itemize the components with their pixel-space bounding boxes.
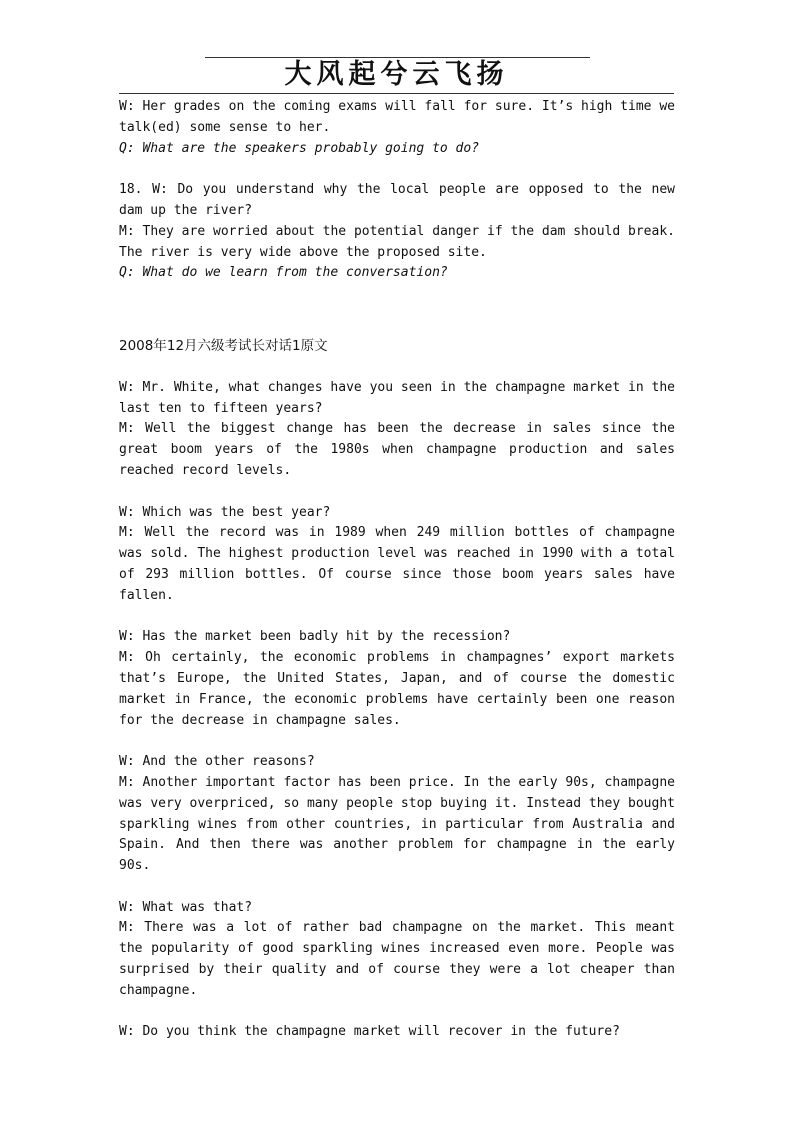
page-header <box>119 52 674 96</box>
dialogue-woman-line: W: Mr. White, what changes have you seen in the champagne market in the last ten to fifteen years? <box>119 379 675 416</box>
dialogue-exchange <box>119 752 675 877</box>
item18-man-line: M: They are worried about the potential danger if the dam should break. The river is very wide above the proposed site. <box>119 223 675 260</box>
paragraph-spacer <box>119 482 675 503</box>
dialogue-woman-line: W: Which was the best year? <box>119 504 331 520</box>
dialogue-woman-line: W: Has the market been badly hit by the recession? <box>119 629 511 645</box>
dialogue-man-line: M: Well the record was in 1989 when 249 million bottles of champagne was sold. The highest production level was reached in 1990 with a total of 293 million bottles. Of course since those boom years sales have fallen. <box>119 525 675 603</box>
dialogue-man-line: M: Another important factor has been price. In the early 90s, champagne was very overpriced, so many people stop buying it. Instead they bought sparkling wines from other countries, in particular from Australia and Spain. And then there was another problem for champagne in the early 90s. <box>119 774 675 874</box>
dialogue-man-line: M: There was a lot of rather bad champagne on the market. This meant the popularity of good sparkling wines increased even more. People was surprised by their quality and of course they were a lot cheaper than champagne. <box>119 920 675 998</box>
paragraph-spacer <box>119 159 675 180</box>
dialogue-man-line: M: Oh certainly, the economic problems in champagnes’ export markets that’s Europe, the United States, Japan, and of course the domestic market in France, the economic problems have certainly been one reason for the decrease in champagne sales. <box>119 650 675 728</box>
dialogue-woman-line: W: And the other reasons? <box>119 754 315 770</box>
header-bottom-rule <box>119 93 674 94</box>
intro-question-line: Q: What are the speakers probably going to do? <box>119 140 480 156</box>
section-spacer <box>119 284 675 336</box>
document-body <box>119 97 675 1043</box>
paragraph-spacer <box>119 731 675 752</box>
paragraph-spacer <box>119 1002 675 1023</box>
dialogue-woman-line: W: What was that? <box>119 899 253 915</box>
dialogue-woman-line: W: Do you think the champagne market will recover in the future? <box>119 1024 620 1040</box>
paragraph-spacer <box>119 877 675 898</box>
dialogue-exchange <box>119 627 675 731</box>
dialogue-exchange <box>119 898 675 1002</box>
item18-question-line: Q: What do we learn from the conversation? <box>119 265 448 281</box>
dialogue-exchange <box>119 1022 675 1043</box>
dialogue-exchange <box>119 378 675 482</box>
item18-woman-line: 18. W: Do you understand why the local people are opposed to the new dam up the river? <box>119 182 675 218</box>
paragraph-spacer <box>119 357 675 378</box>
paragraph-spacer <box>119 607 675 628</box>
dialogue-exchange <box>119 503 675 607</box>
header-title: 大风起兮云飞扬 <box>284 59 509 90</box>
dialogue-man-line: M: Well the biggest change has been the decrease in sales since the great boom years of the 1980s when champagne production and sales reached record levels. <box>119 421 675 478</box>
section-title: 2008年12月六级考试长对话1原文 <box>119 338 328 355</box>
intro-woman-line: W: Her grades on the coming exams will fall for sure. It’s high time we talk(ed) some sense to her. <box>119 99 675 135</box>
